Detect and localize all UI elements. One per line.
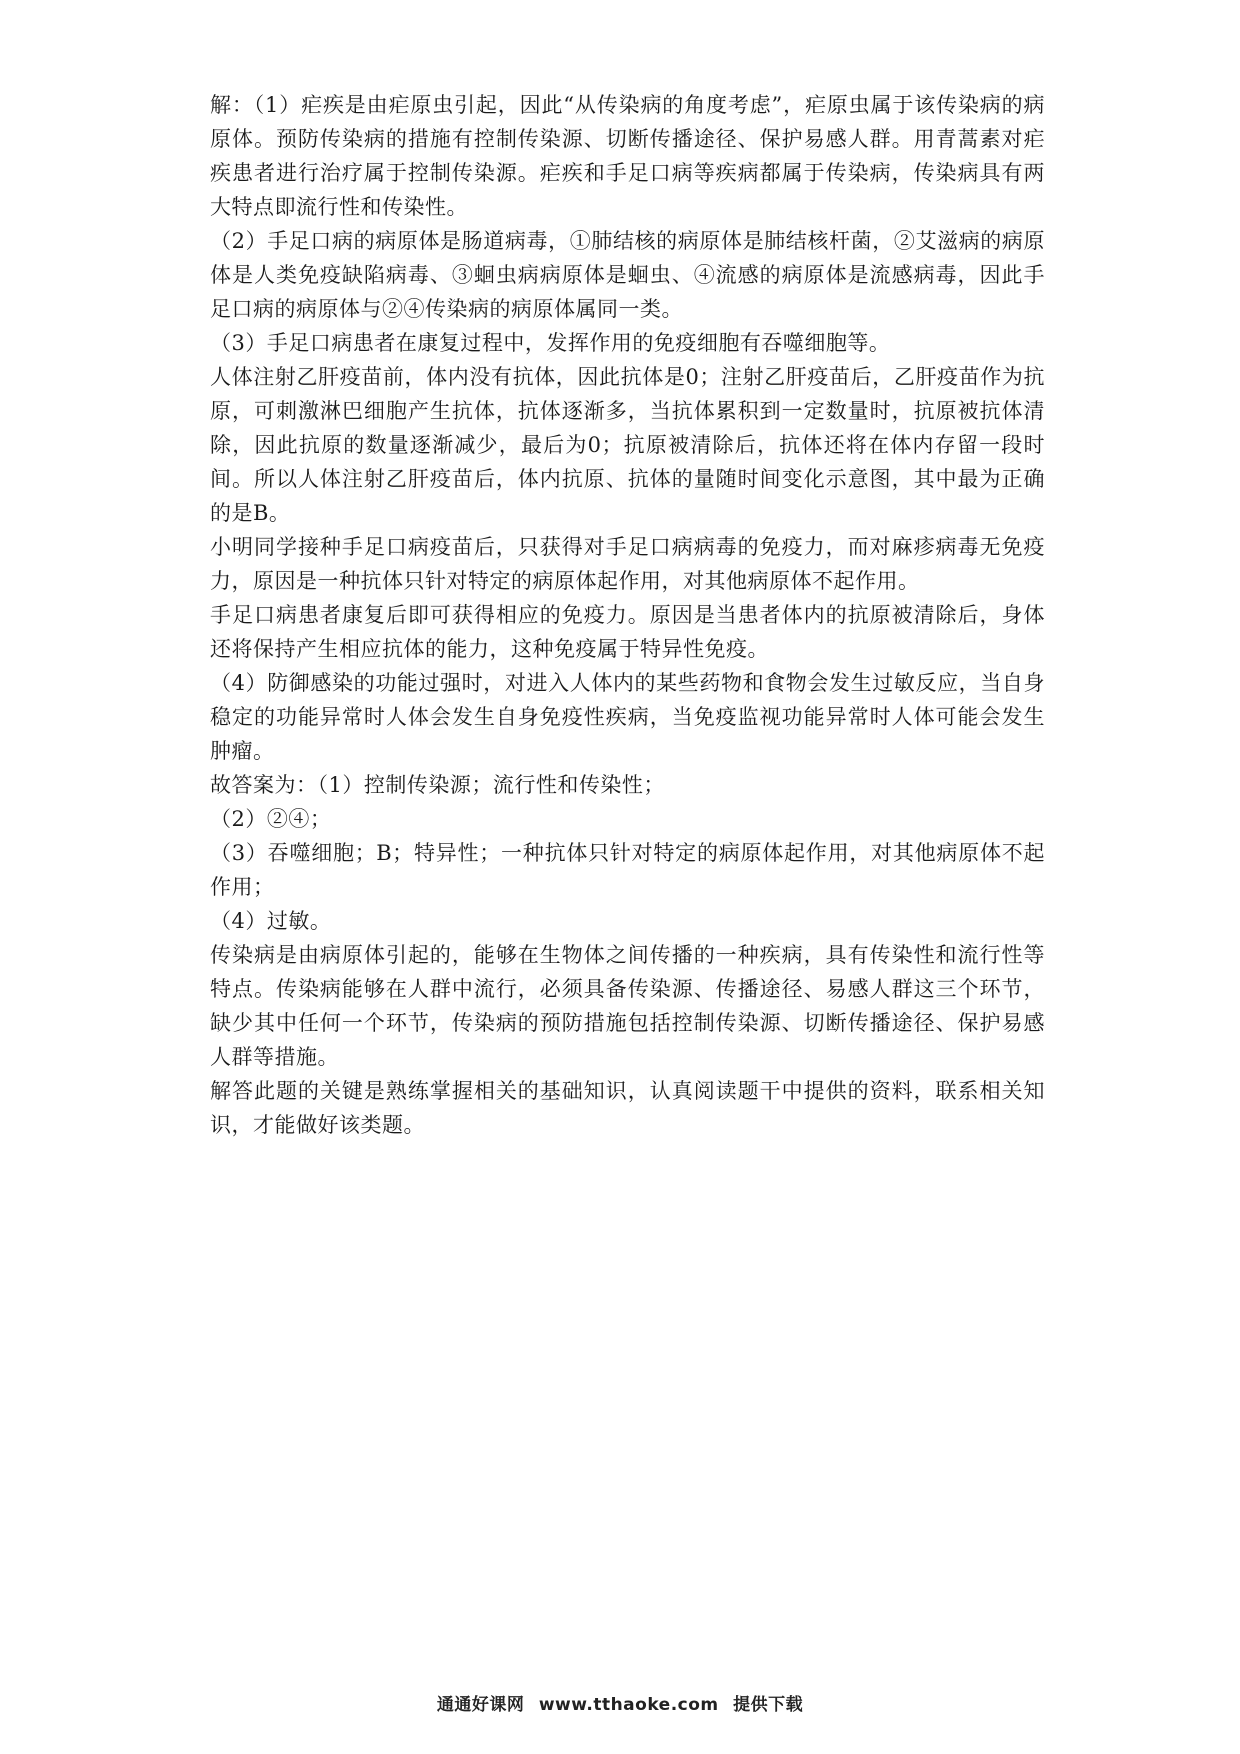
footer-tagline: 提供下载 <box>733 1695 804 1715</box>
paragraph-7: （4）防御感染的功能过强时，对进入人体内的某些药物和食物会发生过敏反应，当自身稳定的功能异常时人体会发生自身免疫性疾病，当免疫监视功能异常时人体可能会发生肿瘤。 <box>210 671 1045 763</box>
answer-body <box>210 88 1045 1142</box>
answer-line-3: （3）吞噬细胞；B；特异性；一种抗体只针对特定的病原体起作用，对其他病原体不起作用； <box>210 841 1045 899</box>
paragraph-3: （3）手足口病患者在康复过程中，发挥作用的免疫细胞有吞噬细胞等。 <box>210 331 891 355</box>
paragraph-1: 解：（1）疟疾是由疟原虫引起，因此“从传染病的角度考虑”，疟原虫属于该传染病的病原体。预防传染病的措施有控制传染源、切断传播途径、保护易感人群。用青蒿素对疟疾患者进行治疗属于控制传染源。疟疾和手足口病等疾病都属于传染病，传染病具有两大特点即流行性和传染性。 <box>210 93 1045 219</box>
comment-paragraph: 解答此题的关键是熟练掌握相关的基础知识，认真阅读题干中提供的资料，联系相关知识，才能做好该类题。 <box>210 1079 1045 1137</box>
footer-url[interactable]: www.tthaoke.com <box>538 1695 719 1715</box>
answer-line-1: 故答案为：（1）控制传染源；流行性和传染性； <box>210 773 665 797</box>
paragraph-4: 人体注射乙肝疫苗前，体内没有抗体，因此抗体是0；注射乙肝疫苗后，乙肝疫苗作为抗原，可刺激淋巴细胞产生抗体，抗体逐渐多，当抗体累积到一定数量时，抗原被抗体清除，因此抗原的数量逐渐减少，最后为0；抗原被清除后，抗体还将在体内存留一段时间。所以人体注射乙肝疫苗后，体内抗原、抗体的量随时间变化示意图，其中最为正确的是B。 <box>210 365 1045 525</box>
footer-site-name: 通通好课网 <box>436 1695 525 1715</box>
paragraph-5: 小明同学接种手足口病疫苗后，只获得对手足口病病毒的免疫力，而对麻疹病毒无免疫力，原因是一种抗体只针对特定的病原体起作用，对其他病原体不起作用。 <box>210 535 1045 593</box>
paragraph-6: 手足口病患者康复后即可获得相应的免疫力。原因是当患者体内的抗原被清除后，身体还将保持产生相应抗体的能力，这种免疫属于特异性免疫。 <box>210 603 1045 661</box>
analysis-paragraph: 传染病是由病原体引起的，能够在生物体之间传播的一种疾病，具有传染性和流行性等特点。传染病能够在人群中流行，必须具备传染源、传播途径、易感人群这三个环节，缺少其中任何一个环节，传染病的预防措施包括控制传染源、切断传播途径、保护易感人群等措施。 <box>210 943 1045 1069</box>
paragraph-2: （2）手足口病的病原体是肠道病毒，①肺结核的病原体是肺结核杆菌，②艾滋病的病原体是人类免疫缺陷病毒、③蛔虫病病原体是蛔虫、④流感的病原体是流感病毒，因此手足口病的病原体与②④传染病的病原体属同一类。 <box>210 229 1045 321</box>
answer-line-2: （2）②④； <box>210 807 332 831</box>
page-footer <box>0 1690 1240 1715</box>
answer-line-4: （4）过敏。 <box>210 909 332 933</box>
